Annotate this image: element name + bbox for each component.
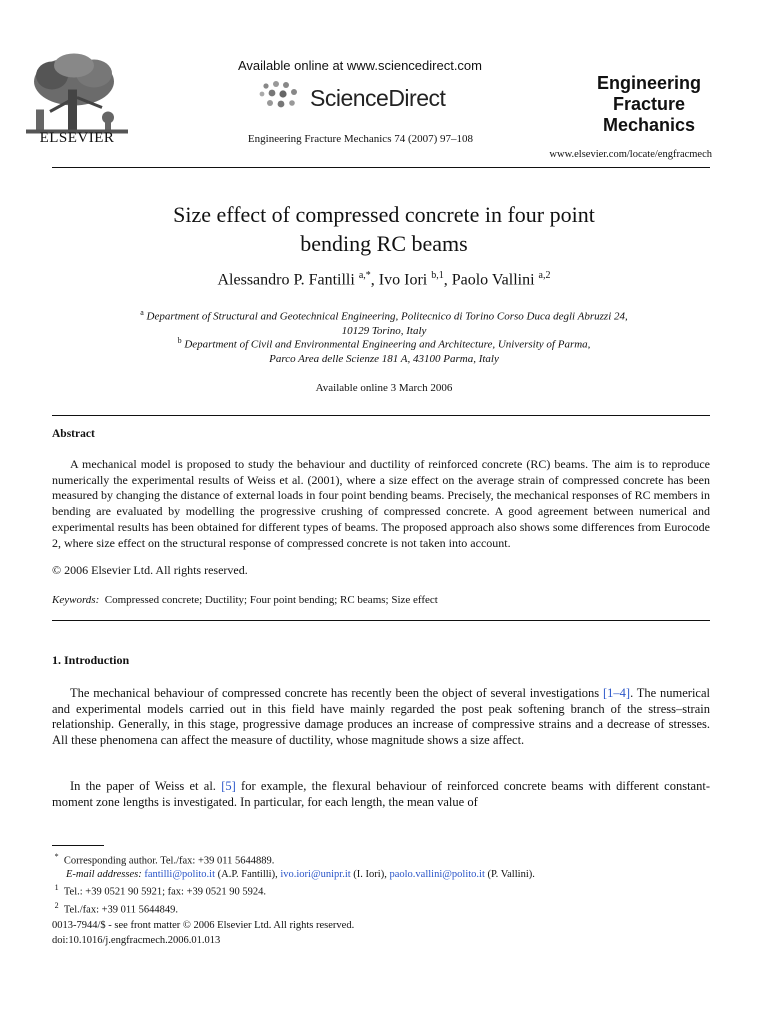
- journal-url[interactable]: www.elsevier.com/locate/engfracmech: [549, 149, 712, 160]
- paragraph-text: The mechanical behaviour of compressed concrete has recently been the object of several investigations: [70, 686, 603, 700]
- available-date: Available online 3 March 2006: [315, 382, 453, 394]
- abstract-top-divider: [52, 415, 710, 416]
- email-owner: (A.P. Fantilli),: [214, 868, 281, 880]
- footnote-divider: [52, 845, 104, 846]
- footnote-mark: 1: [54, 883, 59, 893]
- abstract-text: A mechanical model is proposed to study the behaviour and ductility of reinforced concrete (RC) beams. The aim is to reproduce numerically the experimental results of Weiss et al. (2001), where a size effect on the average strain of compressed concrete has been measured by changing the distance of external loads in four point bending beams. Precisely, the mechanical responses of RC members in bending are evaluated by modelling the progressive crushing of compressed concrete. A good agreement between numerical and experimental results has been obtained for different types of beams. The proposed approach also shows some differences from Eurocode 2, where size effect on the structural response of compressed concrete is not taken into account.: [52, 457, 710, 550]
- issn-line: 0013-7944/$ - see front matter © 2006 Elsevier Ltd. All rights reserved.: [52, 920, 355, 931]
- author-affiliation-mark[interactable]: b,1: [431, 270, 444, 281]
- journal-title-line: Fracture: [612, 94, 686, 114]
- paper-title-line: Size effect of compressed concrete in four point: [173, 202, 595, 227]
- footnote-text: Corresponding author. Tel./fax: +39 011 5644889.: [63, 855, 275, 867]
- affiliation-text: Department of Structural and Geotechnical Engineering, Politecnico di Torino Corso Duca degli Abruzzi 24,: [146, 310, 628, 323]
- keywords: [52, 594, 710, 606]
- abstract-bottom-divider: [52, 620, 710, 621]
- author-affiliation-mark[interactable]: a,2: [538, 270, 551, 281]
- paragraph-text: In the paper of Weiss et al.: [70, 779, 222, 793]
- email-owner: (P. Vallini).: [484, 868, 535, 880]
- affiliation-text: 10129 Torino, Italy: [341, 324, 427, 337]
- journal-title: [584, 73, 714, 136]
- author-list: Alessandro P. Fantilli $^{a,*}$, Ivo Iori $^{b,1}$, Paolo Vallini $^{a,2}$: [217, 270, 551, 289]
- affiliation-mark: b: [177, 336, 182, 345]
- doi-line[interactable]: doi:10.1016/j.engfracmech.2006.01.013: [52, 935, 221, 946]
- author-name: Paolo Vallini: [451, 271, 535, 289]
- footnote-text: Tel.: +39 0521 90 5921; fax: +39 0521 90 5924.: [63, 886, 267, 898]
- available-online-notice: Available online at www.sciencedirect.com: [238, 58, 482, 73]
- paper-title-line: bending RC beams: [300, 231, 468, 256]
- email-owner: (I. Iori),: [350, 868, 390, 880]
- email-link[interactable]: paolo.vallini@polito.it: [389, 868, 485, 880]
- journal-reference: Engineering Fracture Mechanics 74 (2007) 97–108: [247, 133, 474, 145]
- abstract-copyright: © 2006 Elsevier Ltd. All rights reserved.: [52, 563, 248, 577]
- journal-title-line: Mechanics: [602, 115, 696, 135]
- email-link[interactable]: ivo.iori@unipr.it: [280, 868, 351, 880]
- section-heading-introduction: 1. Introduction: [52, 653, 130, 667]
- header-divider: [52, 167, 710, 168]
- citation-link[interactable]: [5]: [221, 779, 236, 793]
- affiliation-text: Parco Area delle Scienze 181 A, 43100 Parma, Italy: [269, 352, 499, 365]
- paragraph-text: for example, the flexural behaviour of reinforced concrete beams with different constant-moment zone lengths is investigated. In particular, for each length, the mean value of: [52, 779, 710, 809]
- publisher-name: ELSEVIER: [39, 130, 115, 146]
- affiliation-b: [70, 334, 698, 366]
- affiliation-a: [70, 306, 698, 338]
- sciencedirect-wordmark: ScienceDirect: [310, 85, 446, 111]
- footnote-text: Tel./fax: +39 011 5644849.: [63, 904, 179, 916]
- author-name: Ivo Iori: [378, 271, 428, 289]
- keywords-label: Keywords:: [52, 594, 100, 606]
- abstract-heading: Abstract: [52, 428, 95, 440]
- affiliation-mark: a: [140, 308, 144, 317]
- author-name: Alessandro P. Fantilli: [217, 271, 355, 289]
- paper-title: [60, 200, 708, 258]
- footnote-mark: 2: [54, 901, 59, 911]
- sciencedirect-dots-icon: [258, 78, 308, 112]
- keywords-list: Compressed concrete; Ductility; Four point bending; RC beams; Size effect: [104, 594, 438, 606]
- citation-link[interactable]: [1–4]: [602, 686, 631, 700]
- intro-paragraph-1: [52, 686, 710, 748]
- journal-title-line: Engineering: [596, 73, 701, 93]
- footnote-corresponding: [52, 850, 710, 917]
- affiliation-text: Department of Civil and Environmental Engineering and Architecture, University of Parma,: [184, 338, 591, 351]
- author-affiliation-mark[interactable]: a,*: [358, 270, 371, 281]
- paragraph-text: . The numerical and experimental models carried out in this field have mainly regarded the post peak softening branch of the stress–strain relationship. Generally, in this stage, progressive damage produces an increase of compressive strains and a decrease of stresses. All these phenomena can affect the measure of ductility, whose magnitude shows a size affect.: [52, 686, 710, 747]
- footnote-mark: *: [54, 852, 59, 861]
- email-link[interactable]: fantilli@polito.it: [144, 868, 215, 880]
- email-label: E-mail addresses:: [66, 868, 142, 880]
- intro-paragraph-2: [52, 779, 710, 810]
